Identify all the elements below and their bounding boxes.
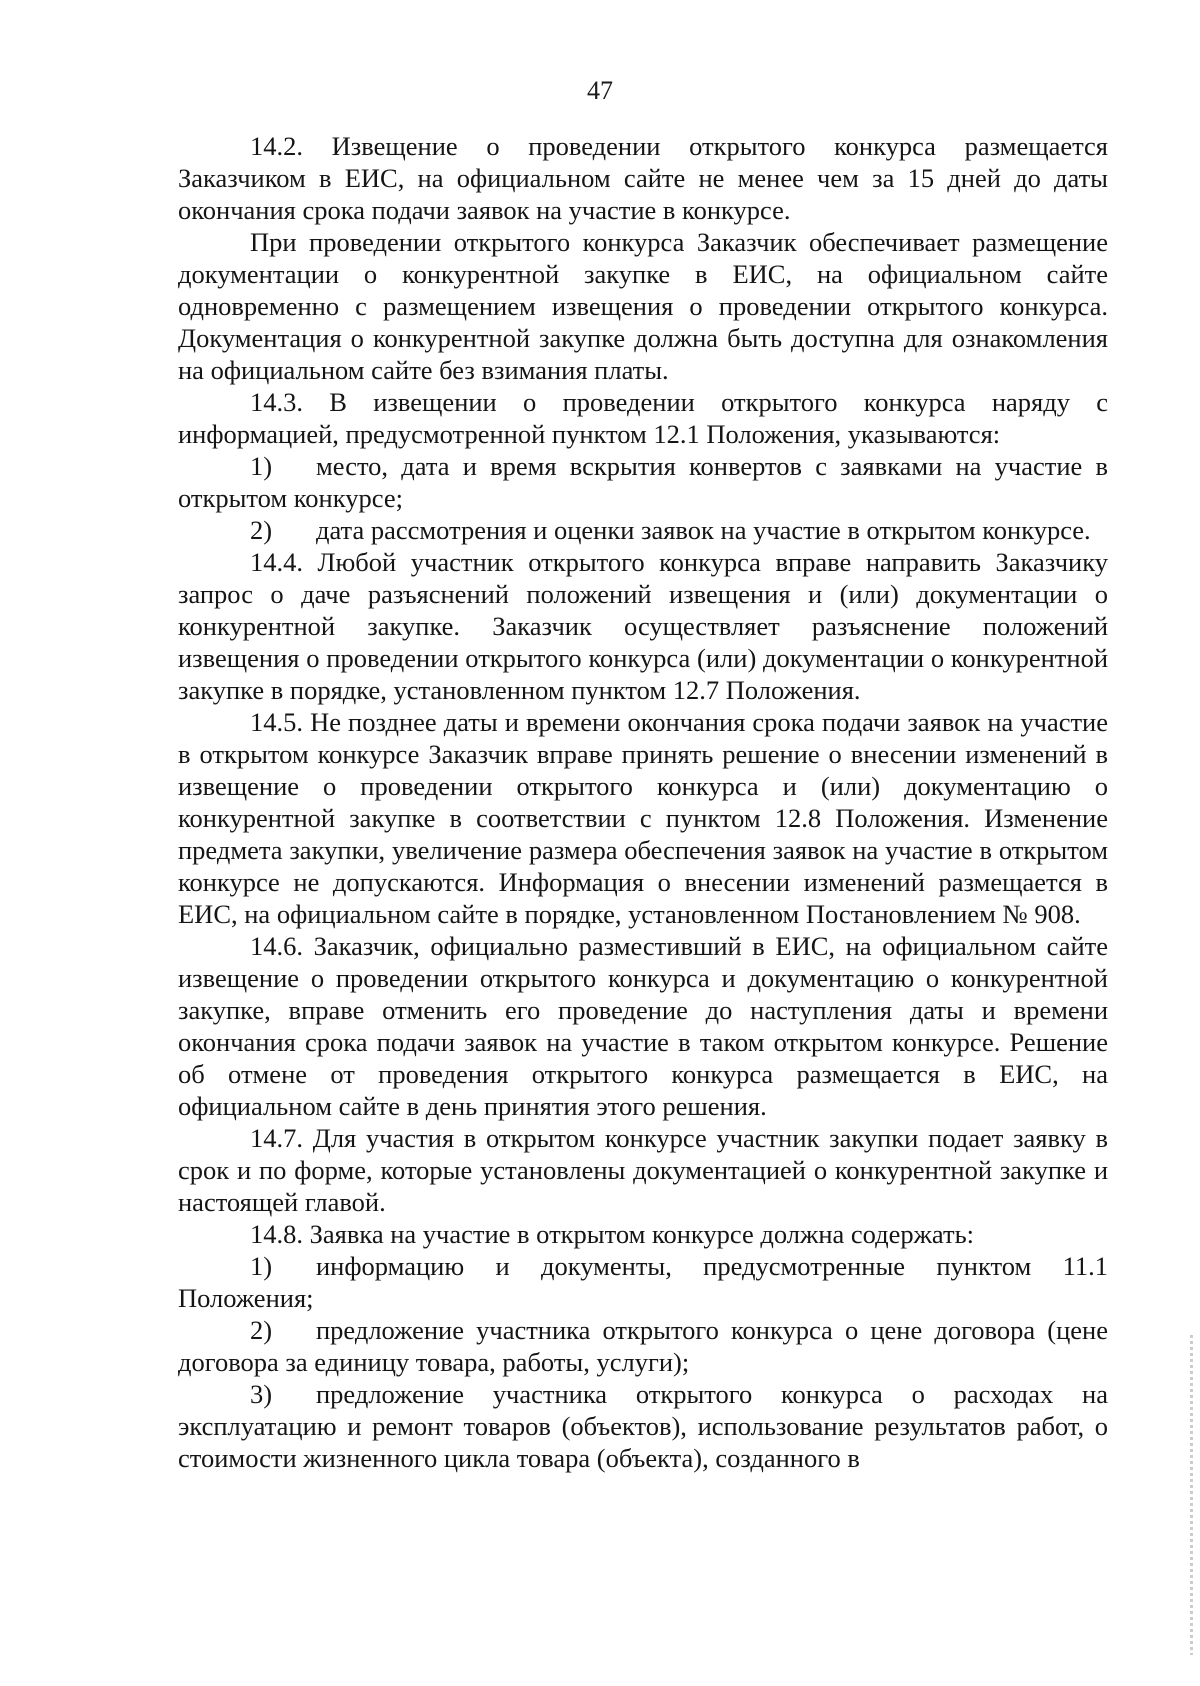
document-body	[178, 130, 1108, 1474]
paragraph-14-8: 14.8. Заявка на участие в открытом конкурсе должна содержать:	[250, 1219, 975, 1249]
list-item	[178, 450, 1108, 514]
list-item-text: предложение участника открытого конкурса о расходах на эксплуатацию и ремонт товаров (объектов), использование результатов работ, о стоимости жизненного цикла товара (объекта), созданного в	[178, 1379, 1108, 1473]
paragraph-14-6: 14.6. Заказчик, официально разместивший в ЕИС, на официальном сайте извещение о проведении открытого конкурса и документацию о конкурентной закупке, вправе отменить его проведение до наступления даты и времени окончания срока подачи заявок на участие в таком открытом конкурсе. Решение об отмене от проведения открытого конкурса размещается в ЕИС, на официальном сайте в день принятия этого решения.	[178, 931, 1108, 1121]
list-item-number: 2)	[250, 515, 273, 545]
list-item-text: место, дата и время вскрытия конвертов с заявками на участие в открытом конкурсе;	[178, 451, 1108, 513]
paragraph-14-3: 14.3. В извещении о проведении открытого конкурса наряду с информацией, предусмотренной пунктом 12.1 Положения, указываются:	[178, 387, 1108, 449]
list-item-number: 1)	[250, 1251, 273, 1281]
paragraph-14-5: 14.5. Не позднее даты и времени окончания срока подачи заявок на участие в открытом конкурсе Заказчик вправе принять решение о внесении изменений в извещение о проведении открытого конкурса и (или) документацию о конкурентной закупке в соответствии с пунктом 12.8 Положения. Изменение предмета закупки, увеличение размера обеспечения заявок на участие в открытом конкурсе не допускаются. Информация о внесении изменений размещается в ЕИС, на официальном сайте в порядке, установленном Постановлением № 908.	[178, 707, 1108, 929]
list-item-number: 2)	[250, 1315, 273, 1345]
paragraph-14-7: 14.7. Для участия в открытом конкурсе участник закупки подает заявку в срок и по форме, которые установлены документацией о конкурентной закупке и настоящей главой.	[178, 1123, 1108, 1217]
list-item	[178, 514, 1108, 546]
paragraph-14-2-cont: При проведении открытого конкурса Заказчик обеспечивает размещение документации о конкурентной закупке в ЕИС, на официальном сайте одновременно с размещением извещения о проведении открытого конкурса. Документация о конкурентной закупке должна быть доступна для ознакомления на официальном сайте без взимания платы.	[178, 227, 1108, 385]
scan-edge-mark	[1190, 1335, 1193, 1655]
paragraph-14-2: 14.2. Извещение о проведении открытого конкурса размещается Заказчиком в ЕИС, на официальном сайте не менее чем за 15 дней до даты окончания срока подачи заявок на участие в конкурсе.	[178, 131, 1108, 225]
paragraph-14-4: 14.4. Любой участник открытого конкурса вправе направить Заказчику запрос о даче разъяснений положений извещения и (или) документации о конкурентной закупке. Заказчик осуществляет разъяснение положений извещения о проведении открытого конкурса (или) документации о конкурентной закупке в порядке, установленном пунктом 12.7 Положения.	[178, 547, 1108, 705]
list-item-number: 3)	[250, 1379, 273, 1409]
list-item-text: дата рассмотрения и оценки заявок на участие в открытом конкурсе.	[316, 515, 1091, 545]
list-item	[178, 1314, 1108, 1378]
list-item	[178, 1378, 1108, 1474]
list-item-text: предложение участника открытого конкурса о цене договора (цене договора за единицу товара, работы, услуги);	[178, 1315, 1108, 1377]
list-item-text: информацию и документы, предусмотренные пунктом 11.1 Положения;	[178, 1251, 1108, 1313]
list-item	[178, 1250, 1108, 1314]
list-item-number: 1)	[250, 451, 273, 481]
page-number: 47	[587, 76, 613, 105]
